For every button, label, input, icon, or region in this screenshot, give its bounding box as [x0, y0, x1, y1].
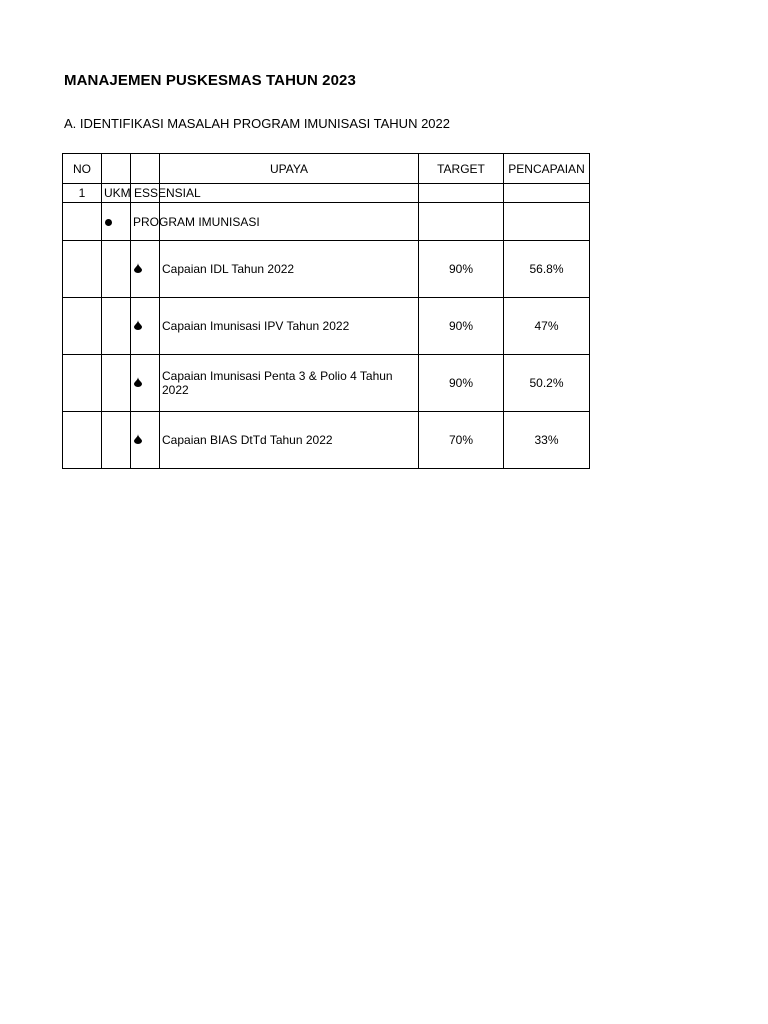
- table-row: [63, 241, 590, 298]
- table-row: [63, 355, 590, 412]
- empty-cell: [504, 184, 590, 203]
- table-row-section: [63, 184, 590, 203]
- drop-bullet-icon: [134, 434, 142, 444]
- empty-cell: [63, 203, 102, 241]
- item-upaya: Capaian Imunisasi Penta 3 & Polio 4 Tahun 2022: [160, 355, 419, 412]
- section-subtitle: A. IDENTIFIKASI MASALAH PROGRAM IMUNISASI TAHUN 2022: [64, 116, 450, 131]
- section-label: UKM ESSENSIAL: [104, 186, 201, 200]
- header-pencapaian: PENCAPAIAN: [504, 154, 590, 184]
- empty-cell: [102, 355, 131, 412]
- item-target: 90%: [419, 355, 504, 412]
- item-pencapaian: 56.8%: [504, 241, 590, 298]
- empty-cell: [63, 355, 102, 412]
- empty-cell: [419, 184, 504, 203]
- program-bullet-cell: [102, 203, 131, 241]
- header-target: TARGET: [419, 154, 504, 184]
- empty-cell: [63, 298, 102, 355]
- header-empty-cell: [131, 154, 160, 184]
- empty-cell: [63, 241, 102, 298]
- section-label-cell: [102, 184, 201, 203]
- item-bullet-cell: [131, 241, 160, 298]
- drop-bullet-icon: [134, 320, 142, 330]
- header-upaya: UPAYA: [160, 154, 419, 184]
- program-label-cell: [131, 203, 260, 241]
- item-target: 90%: [419, 298, 504, 355]
- item-target: 70%: [419, 412, 504, 469]
- section-number: 1: [63, 184, 102, 203]
- drop-bullet-icon: [134, 263, 142, 273]
- item-upaya: Capaian BIAS DtTd Tahun 2022: [160, 412, 419, 469]
- item-upaya: Capaian IDL Tahun 2022: [160, 241, 419, 298]
- document-title: MANAJEMEN PUSKESMAS TAHUN 2023: [64, 72, 356, 89]
- item-bullet-cell: [131, 355, 160, 412]
- header-empty-cell: [102, 154, 131, 184]
- empty-cell: [102, 241, 131, 298]
- empty-cell: [63, 412, 102, 469]
- empty-cell: [102, 412, 131, 469]
- item-pencapaian: 33%: [504, 412, 590, 469]
- table-header-row: [63, 154, 590, 184]
- item-pencapaian: 47%: [504, 298, 590, 355]
- table-row: [63, 298, 590, 355]
- program-label: PROGRAM IMUNISASI: [133, 214, 260, 229]
- empty-cell: [419, 203, 504, 241]
- drop-bullet-icon: [134, 377, 142, 387]
- table-row: [63, 412, 590, 469]
- item-upaya: Capaian Imunisasi IPV Tahun 2022: [160, 298, 419, 355]
- item-bullet-cell: [131, 412, 160, 469]
- table-row-program: [63, 203, 590, 241]
- empty-cell: [102, 298, 131, 355]
- empty-cell: [504, 203, 590, 241]
- item-target: 90%: [419, 241, 504, 298]
- round-bullet-icon: [105, 219, 112, 226]
- item-bullet-cell: [131, 298, 160, 355]
- header-no: NO: [63, 154, 102, 184]
- immunization-table: [62, 153, 590, 469]
- item-pencapaian: 50.2%: [504, 355, 590, 412]
